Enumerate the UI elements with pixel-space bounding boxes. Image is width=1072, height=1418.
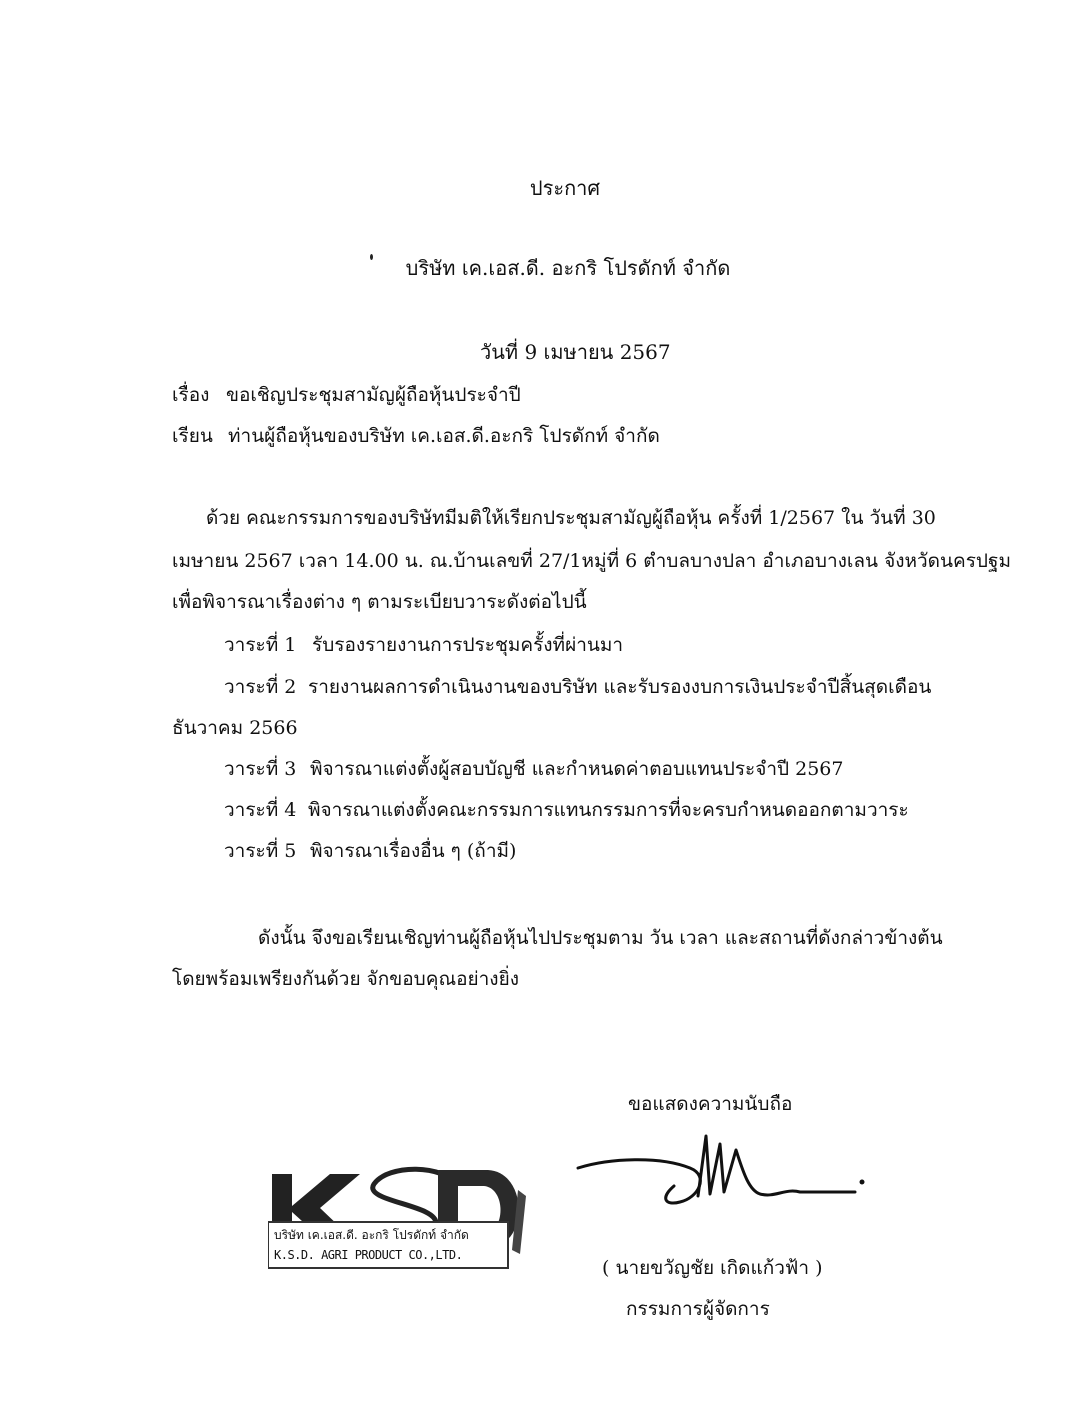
stamp-thai-line: บริษัท เค.เอส.ดี. อะกริ โปรดักท์ จำกัด	[274, 1228, 469, 1242]
agenda-3-label: วาระที่ 3	[224, 758, 297, 780]
subject-label: เรื่อง	[172, 384, 210, 406]
recipient-text: ท่านผู้ถือหุ้นของบริษัท เค.เอส.ดี.อะกริ โปรดักท์ จำกัด	[228, 425, 660, 447]
signatory-position: กรรมการผู้จัดการ	[626, 1298, 770, 1320]
recipient-label: เรียน	[172, 425, 213, 447]
agenda-5-label: วาระที่ 5	[224, 840, 297, 862]
subject-text: ขอเชิญประชุมสามัญผู้ถือหุ้นประจำปี	[226, 384, 521, 406]
agenda-2-continuation: ธันวาคม 2566	[172, 717, 298, 739]
body-line-3: เพื่อพิจารณาเรื่องต่าง ๆ ตามระเบียบวาระดังต่อไปนี้	[172, 591, 587, 613]
body-line-2: เมษายน 2567 เวลา 14.00 น. ณ.บ้านเลขที่ 27/1หมู่ที่ 6 ตำบลบางปลา อำเภอบางเลน จังหวัดนครปฐม	[172, 550, 1011, 572]
body-line-1: ด้วย คณะกรรมการของบริษัทมีมติให้เรียกประชุมสามัญผู้ถือหุ้น ครั้งที่ 1/2567 ใน วันที่ 30	[206, 507, 936, 529]
regards-text: ขอแสดงความนับถือ	[628, 1093, 793, 1115]
agenda-1-label: วาระที่ 1	[224, 634, 297, 656]
closing-line-1: ดังนั้น จึงขอเรียนเชิญท่านผู้ถือหุ้นไปประชุมตาม วัน เวลา และสถานที่ดังกล่าวข้างต้น	[258, 927, 943, 949]
agenda-2-label: วาระที่ 2	[224, 676, 297, 698]
company-name: บริษัท เค.เอส.ดี. อะกริ โปรดักท์ จำกัด	[405, 256, 731, 280]
signatory-name: ( นายขวัญชัย เกิดแก้วฟ้า )	[602, 1257, 823, 1279]
company-stamp	[268, 1150, 528, 1272]
handwritten-signature	[570, 1128, 900, 1228]
stamp-english-line: K.S.D. AGRI PRODUCT CO.,LTD.	[274, 1248, 463, 1262]
agenda-2-text: รายงานผลการดำเนินงานของบริษัท และรับรองงบการเงินประจำปีสิ้นสุดเดือน	[308, 676, 932, 698]
agenda-3-text: พิจารณาแต่งตั้งผู้สอบบัญชี และกำหนดค่าตอบแทนประจำปี 2567	[310, 758, 844, 780]
agenda-4-label: วาระที่ 4	[224, 799, 297, 821]
speck-mark	[370, 254, 373, 260]
agenda-5-text: พิจารณาเรื่องอื่น ๆ (ถ้ามี)	[310, 840, 517, 862]
agenda-1-text: รับรองรายงานการประชุมครั้งที่ผ่านมา	[312, 634, 624, 656]
agenda-4-text: พิจารณาแต่งตั้งคณะกรรมการแทนกรรมการที่จะครบกำหนดออกตามวาระ	[308, 799, 909, 821]
announcement-title: ประกาศ	[529, 176, 601, 200]
closing-line-2: โดยพร้อมเพรียงกันด้วย จักขอบคุณอย่างยิ่ง	[172, 968, 519, 990]
announcement-date: วันที่ 9 เมษายน 2567	[480, 340, 671, 364]
